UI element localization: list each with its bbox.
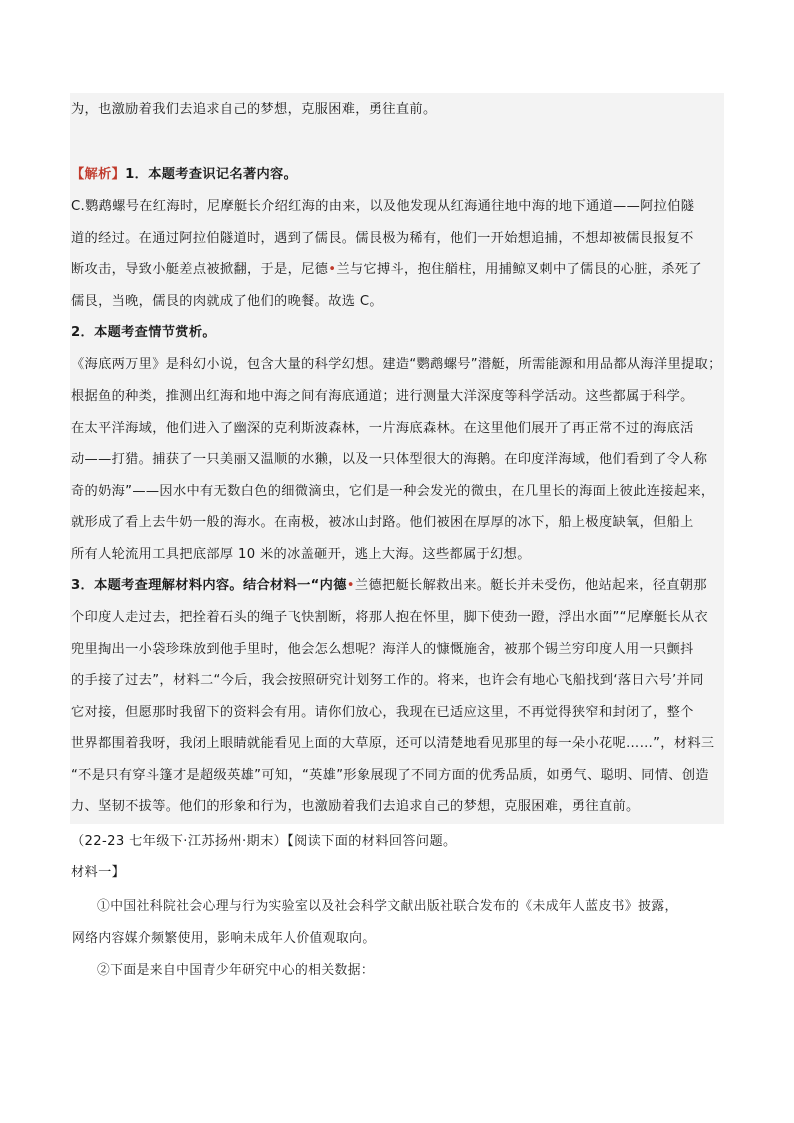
answer-line: 道的经过。在通过阿拉伯隧道时，遇到了儒艮。儒艮极为稀有，他们一开始想追捕，不想却被儒艮报复不 xyxy=(71,231,694,246)
answer-line: 根据鱼的种类，推测出红海和地中海之间有海底通道；进行测量大洋深度等科学活动。这些都属于科学。 xyxy=(71,389,694,404)
answer-line: 的手接了过去”，材料二“今后，我会按照研究计划努工作的。将来，也许会有地心飞船找到‘落日六号’并同 xyxy=(71,673,704,688)
answer-line: 儒艮，当晚，儒艮的肉就成了他们的晚餐。故选 C。 xyxy=(71,294,383,309)
q1-heading-text: 1．本题考查识记名著内容。 xyxy=(125,167,298,182)
analysis-q2-heading: 2．本题考查情节赏析。 xyxy=(71,325,216,340)
answer-line: “不是只有穿斗篷才是超级英雄”可知，“英雄”形象展现了不同方面的优秀品质，如勇气、聪明、同情、创造 xyxy=(71,768,709,783)
analysis-q1-heading xyxy=(71,165,297,185)
material-item-2: ②下面是来自中国青少年研究中心的相关数据： xyxy=(97,963,375,978)
answer-line: 《海底两万里》是科幻小说，包含大量的科学幻想。建造“鹦鹉螺号”潜艇，所需能源和用品都从海洋里提取； xyxy=(71,357,722,372)
name-dot: • xyxy=(346,578,355,593)
answer-line: 在太平洋海域，他们进入了幽深的克利斯波森林，一片海底森林。在这里他们展开了再正常不过的海底活 xyxy=(71,421,694,436)
q3-heading-text: 3．本题考查理解材料内容。结合材料一“内德 xyxy=(71,578,347,593)
material-item-1-continued: 网络内容媒介频繁使用，影响未成年人价值观取向。 xyxy=(72,931,376,946)
material-item-1: ①中国社科院社会心理与行为实验室以及社会科学文献出版社联合发布的《未成年人蓝皮书》披露， xyxy=(97,899,678,914)
answer-line: 为，也激励着我们去追求自己的梦想，克服困难，勇往直前。 xyxy=(71,102,437,117)
answer-line: 就形成了看上去牛奶一般的海水。在南极，被冰山封路。他们被困在厚厚的冰下，船上极度缺氧，但船上 xyxy=(71,515,694,530)
answer-line: 动——打猎。捕获了一只美丽又温顺的水獭，以及一只体型很大的海鹅。在印度洋海域，他们看到了令人称 xyxy=(71,452,708,467)
answer-line: 兜里掏出一小袋珍珠放到他手里时，他会怎么想呢？海洋人的慷慨施舍，被那个锡兰穷印度人用一只颤抖 xyxy=(71,642,694,657)
answer-line: 力、坚韧不拔等。他们的形象和行为，也激励着我们去追求自己的梦想，克服困难，勇往直前。 xyxy=(71,799,640,814)
answer-line: 个印度人走过去，把拴着石头的绳子飞快割断，将那人抱在怀里，脚下使劲一蹬，浮出水面”“尼摩艇长从衣 xyxy=(71,610,709,625)
line-segment: 断攻击，导致小艇差点被掀翻，于是，尼德 xyxy=(71,262,329,277)
analysis-q3-heading xyxy=(71,576,707,596)
question-instruction: 【阅读下面的材料回答问题。 xyxy=(287,834,457,849)
answer-line: 世界都围着我呀，我闭上眼睛就能看见上面的大草原，还可以清楚地看见那里的每一朵小花呢……”，材料三 xyxy=(71,736,715,751)
answer-line: 它对接，但愿那时我留下的资料会有用。请你们放心，我现在已适应这里，不再觉得狭窄和封闭了，整个 xyxy=(71,705,694,720)
answer-line xyxy=(71,260,702,280)
question-source: （22-23 七年级下·江苏扬州·期末） xyxy=(71,834,288,849)
question-heading xyxy=(71,832,457,852)
analysis-label: 【解析】 xyxy=(71,167,126,182)
line-segment: 兰与它搏斗，抱住艏柱，用捕鲸叉刺中了儒艮的心脏，杀死了 xyxy=(336,262,702,277)
material-label: 材料一】 xyxy=(71,865,126,880)
answer-line: 所有人轮流用工具把底部厚 10 米的冰盖砸开，逃上大海。这些都属于幻想。 xyxy=(71,547,531,562)
answer-line: 奇的奶海”——因水中有无数白色的细微滴虫，它们是一种会发光的微虫，在几里长的海面上彼此连接起来， xyxy=(71,484,715,499)
name-dot: • xyxy=(328,262,337,277)
line-segment: 兰德把艇长解救出来。艇长并未受伤，他站起来，径直朝那 xyxy=(354,578,707,593)
answer-line: C.鹦鹉螺号在红海时，尼摩艇长介绍红海的由来，以及他发现从红海通往地中海的地下通道——阿拉伯隧 xyxy=(71,199,695,214)
